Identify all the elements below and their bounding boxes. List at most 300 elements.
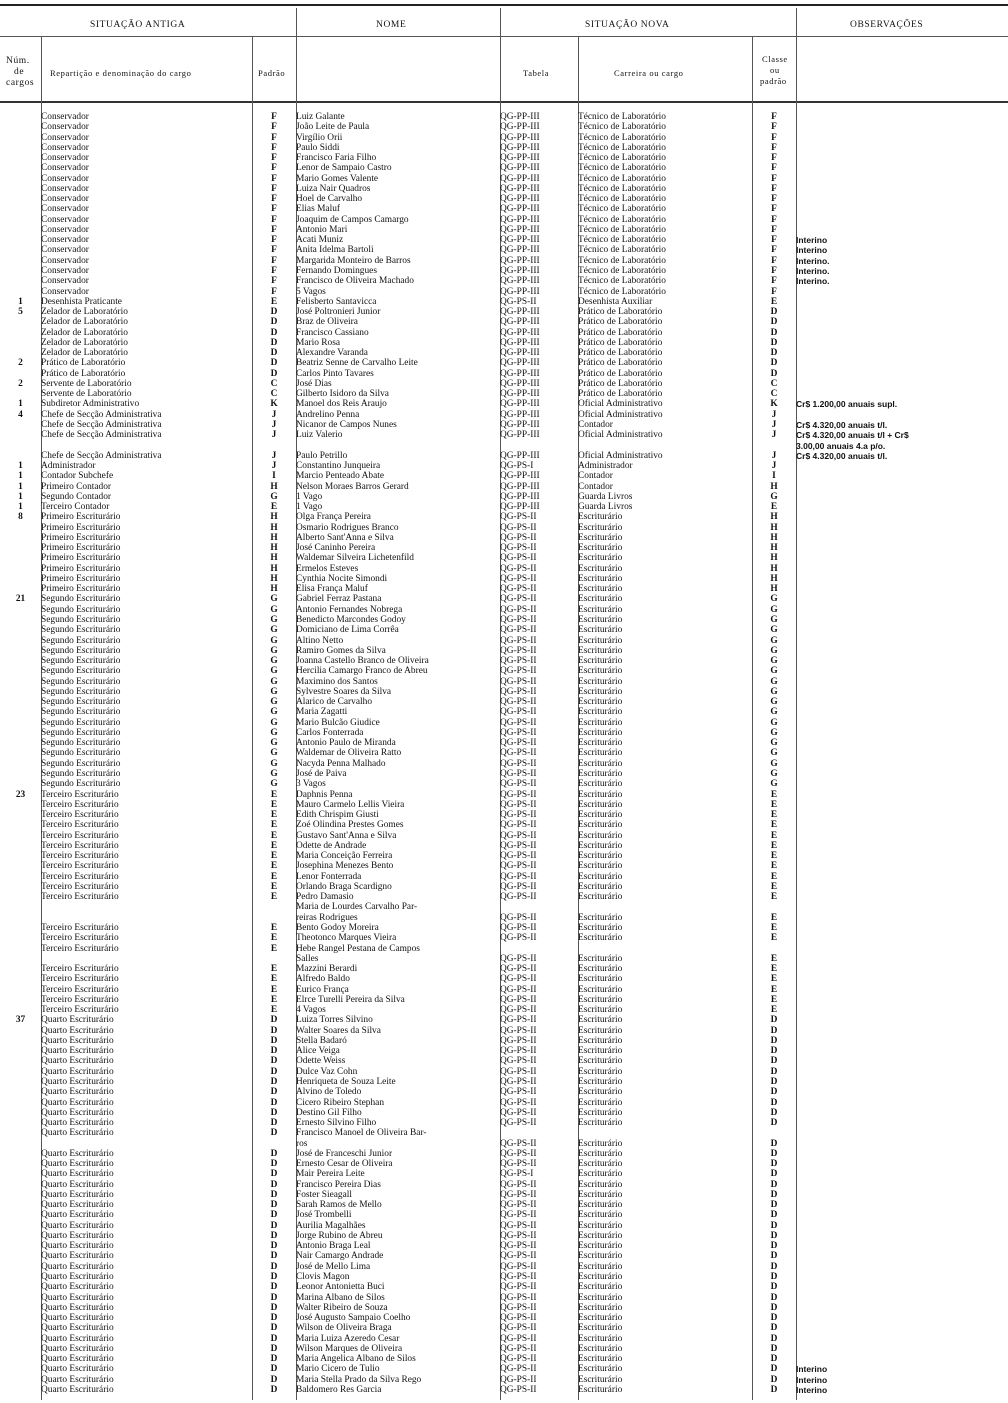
new-career: Escriturário [578, 1035, 623, 1046]
observation [796, 1180, 1000, 1190]
old-grade: D [270, 1333, 278, 1344]
observation [796, 923, 1000, 933]
old-position: Terceiro Escriturário [41, 943, 119, 954]
person-name: ros [296, 1138, 308, 1149]
new-table: QG-PP-III [500, 214, 540, 225]
old-grade: F [271, 132, 277, 143]
table-row [0, 379, 1000, 389]
old-grade: E [270, 830, 278, 841]
old-position: Conservador [41, 153, 89, 164]
new-table: QG-PP-III [500, 173, 540, 184]
person-name: Luiz Galante [296, 112, 345, 122]
old-position: Quarto Escriturário [41, 1169, 114, 1180]
observation [796, 204, 1000, 214]
cargo-count [0, 872, 41, 882]
person-name: Alberto Sant'Anna e Silva [296, 532, 394, 543]
new-career: Escriturário [578, 604, 623, 615]
observation [796, 779, 1000, 789]
new-table: QG-PS-II [500, 912, 537, 923]
person-name: Francisco Manoel de Oliveira Bar- [296, 1128, 427, 1139]
new-career: Escriturário [578, 1292, 623, 1303]
new-class: F [771, 224, 777, 235]
observation [796, 297, 1000, 307]
old-position: Prático de Laboratório [41, 368, 126, 379]
old-grade: J [271, 409, 277, 420]
new-table: QG-PS-II [500, 1364, 537, 1375]
table-row [0, 122, 1000, 132]
cargo-count [0, 923, 41, 933]
old-position: Conservador [41, 214, 89, 225]
new-class: E [770, 789, 778, 800]
new-table: QG-PS-II [500, 1107, 537, 1118]
cargo-count [0, 697, 41, 707]
new-table: QG-PS-II [500, 1343, 537, 1354]
person-name: Hercilia Camargo Franco de Abreu [296, 666, 428, 677]
new-career: Prático de Laboratório [578, 307, 663, 318]
old-position: Segundo Escriturário [41, 604, 121, 615]
new-class: E [770, 881, 778, 892]
person-name: Clovis Magon [296, 1272, 350, 1283]
new-class: E [770, 840, 778, 851]
person-name: Orlando Braga Scardigno [296, 881, 392, 892]
table-header [0, 8, 1008, 103]
new-table: QG-PS-I [500, 461, 534, 472]
person-name: Marina Albano de Silos [296, 1292, 385, 1303]
old-grade: H [270, 563, 278, 574]
new-class: D [770, 1169, 778, 1180]
observation [796, 985, 1000, 995]
old-grade: F [271, 194, 277, 205]
person-name: Waldemar Silveira Lichetenfild [296, 553, 414, 564]
old-grade: K [270, 399, 278, 410]
table-row [0, 1272, 1000, 1282]
new-table: QG-PS-II [500, 861, 537, 872]
cargo-count [0, 225, 41, 235]
old-grade: D [270, 1384, 278, 1395]
new-table: QG-PS-II [500, 1148, 537, 1159]
person-name: Osmario Rodrigues Branco [296, 522, 399, 533]
new-career: Técnico de Laboratório [578, 214, 666, 225]
table-row [0, 636, 1000, 646]
new-career: Escriturário [578, 1241, 623, 1252]
table-row [0, 133, 1000, 143]
new-career: Escriturário [578, 594, 623, 605]
new-career: Escriturário [578, 1076, 623, 1087]
old-grade: D [270, 1046, 278, 1057]
observation [796, 1323, 1000, 1333]
observation [796, 1344, 1000, 1354]
new-table: QG-PS-II [500, 584, 537, 595]
cargo-count [0, 317, 41, 327]
old-position: Conservador [41, 286, 89, 297]
old-position [41, 1139, 252, 1149]
table-row [0, 1026, 1000, 1036]
old-position: Chefe de Secção Administrativa [41, 450, 162, 461]
header-tabela: Tabela [523, 68, 550, 78]
old-grade: H [270, 532, 278, 543]
person-name: Mario Rosa [296, 337, 341, 348]
old-position [41, 954, 252, 964]
observation [796, 143, 1000, 153]
old-position: Terceiro Escriturário [41, 789, 119, 800]
old-grade: E [270, 974, 278, 985]
observation [796, 348, 1000, 358]
cargo-count [0, 605, 41, 615]
person-name: Henriqueta de Souza Leite [296, 1076, 396, 1087]
new-table: QG-PS-II [500, 594, 537, 605]
table-row [0, 1087, 1000, 1097]
old-position: Quarto Escriturário [41, 1087, 114, 1098]
new-career: Escriturário [578, 656, 623, 667]
table-row [0, 1005, 1000, 1015]
person-name: Bento Godoy Moreira [296, 922, 379, 933]
observation [796, 861, 1000, 871]
observation: Interino. [796, 265, 830, 276]
person-name: Olga França Pereira [296, 512, 371, 523]
header-classe-line1: Classe [762, 54, 788, 64]
old-grade: H [270, 522, 278, 533]
new-career: Oficial Administrativo [578, 399, 663, 410]
new-career: Contador [578, 471, 613, 482]
observation [796, 759, 1000, 769]
new-career: Técnico de Laboratório [578, 142, 666, 153]
person-name: Ramiro Gomes da Silva [296, 645, 386, 656]
observation [796, 1293, 1000, 1303]
old-grade: G [270, 615, 278, 626]
cargo-count [0, 944, 41, 954]
observation [796, 533, 1000, 543]
new-class: I [772, 471, 776, 482]
new-career: Escriturário [578, 933, 623, 944]
observation [796, 687, 1000, 697]
new-career: Escriturário [578, 1272, 623, 1283]
cargo-count [0, 820, 41, 830]
new-class: D [770, 1189, 778, 1200]
new-table: QG-PS-II [500, 994, 537, 1005]
person-name: Luiza Nair Quadros [296, 183, 371, 194]
new-table [500, 944, 578, 954]
table-row [0, 759, 1000, 769]
new-table: QG-PS-II [500, 676, 537, 687]
person-name: Gabriel Ferraz Pastana [296, 594, 382, 605]
old-position: Quarto Escriturário [41, 1056, 114, 1067]
new-career: Escriturário [578, 871, 623, 882]
cargo-count [0, 851, 41, 861]
cargo-count [0, 748, 41, 758]
person-name: Ernesto Cesar de Oliveira [296, 1159, 393, 1170]
new-career: Escriturário [578, 779, 623, 790]
person-name: José Caninho Pereira [296, 543, 376, 554]
table-row [0, 1118, 1000, 1128]
table-row [0, 1251, 1000, 1261]
observation [796, 1108, 1000, 1118]
person-name: Sarah Ramos de Mello [296, 1200, 382, 1211]
person-name: Dulce Vaz Cohn [296, 1066, 358, 1077]
new-career: Escriturário [578, 861, 623, 872]
new-table: QG-PP-III [500, 399, 540, 410]
cargo-count [0, 1262, 41, 1272]
new-career: Escriturário [578, 1169, 623, 1180]
person-name: Fernando Domingues [296, 265, 377, 276]
new-career: Oficial Administrativo [578, 450, 663, 461]
new-table: QG-PS-II [500, 881, 537, 892]
old-position: Quarto Escriturário [41, 1230, 114, 1241]
table-row [0, 1036, 1000, 1046]
table-row [0, 1046, 1000, 1056]
person-name: Luiza Torres Silvino [296, 1015, 373, 1026]
new-career: Prático de Laboratório [578, 337, 663, 348]
person-name: José de Mello Lima [296, 1261, 371, 1272]
observation [796, 605, 1000, 615]
old-grade: J [271, 461, 277, 472]
new-table: QG-PS-II [500, 1046, 537, 1057]
new-table: QG-PS-II [500, 532, 537, 543]
old-grade [252, 913, 296, 923]
observation [796, 163, 1000, 173]
new-career: Escriturário [578, 697, 623, 708]
table-row [0, 902, 1000, 912]
old-grade: E [270, 943, 278, 954]
new-career: Prático de Laboratório [578, 378, 663, 389]
old-position: Zelador de Laboratório [41, 307, 128, 318]
new-career: Escriturário [578, 1313, 623, 1324]
new-class: G [770, 604, 778, 615]
old-position: Administrador [41, 461, 96, 472]
old-grade: H [270, 512, 278, 523]
old-grade: D [270, 1230, 278, 1241]
new-class: E [770, 820, 778, 831]
old-position: Zelador de Laboratório [41, 327, 128, 338]
old-position: Segundo Escriturário [41, 738, 121, 749]
old-grade: D [270, 1323, 278, 1334]
new-table: QG-PS-II [500, 892, 537, 903]
old-grade: D [270, 1343, 278, 1354]
observation [796, 677, 1000, 687]
new-career: Prático de Laboratório [578, 348, 663, 359]
observation [796, 1036, 1000, 1046]
old-position: Conservador [41, 112, 89, 122]
person-name: Benedicto Marcondes Godoy [296, 615, 406, 626]
new-career: Escriturário [578, 1097, 623, 1108]
person-name: Carlos Fonterrada [296, 727, 364, 738]
person-name: José Trombelli [296, 1210, 352, 1221]
observation: Cr$ 1.200,00 anuais supl. [796, 399, 898, 410]
person-name: Hoel de Carvalho [296, 194, 363, 205]
new-class: E [770, 1005, 778, 1016]
person-name: Mauro Carmelo Lellis Vieira [296, 799, 405, 810]
cargo-count [0, 1241, 41, 1251]
old-grade [252, 902, 296, 912]
old-grade: F [271, 214, 277, 225]
old-position: Chefe de Secção Administrativa [41, 409, 162, 420]
new-career: Contador [578, 419, 613, 430]
observation [796, 1313, 1000, 1323]
old-grade: E [270, 789, 278, 800]
table-row [0, 256, 1000, 266]
observation: Interino [796, 1384, 828, 1395]
observation [796, 995, 1000, 1005]
table-row [0, 533, 1000, 543]
table-row [0, 790, 1000, 800]
new-class: J [771, 409, 777, 420]
new-class: D [770, 358, 778, 369]
cargo-count [0, 245, 41, 255]
new-table: QG-PS-II [500, 1066, 537, 1077]
old-grade: D [270, 1189, 278, 1200]
old-grade: J [271, 419, 277, 430]
old-position [41, 902, 252, 912]
new-table: QG-PS-II [500, 789, 537, 800]
old-position: Quarto Escriturário [41, 1015, 114, 1026]
new-table: QG-PP-III [500, 163, 540, 174]
new-table: QG-PS-II [500, 769, 537, 779]
old-position: Conservador [41, 132, 89, 143]
observation [796, 379, 1000, 389]
person-name: Braz de Oliveira [296, 317, 358, 328]
new-career [578, 1128, 752, 1138]
new-table: QG-PP-III [500, 245, 540, 256]
person-name: Hebe Rangel Pestana de Campos [296, 943, 420, 954]
cargo-count [0, 656, 41, 666]
table-row [0, 389, 1000, 399]
cargo-count [0, 974, 41, 984]
new-class: G [770, 676, 778, 687]
cargo-count [0, 430, 41, 440]
new-class: H [770, 481, 778, 492]
new-career: Escriturário [578, 1343, 623, 1354]
person-name: Wilson de Oliveira Braga [296, 1323, 392, 1334]
old-position: Conservador [41, 204, 89, 215]
old-grade: D [270, 327, 278, 338]
new-class: C [770, 378, 778, 389]
observation [796, 369, 1000, 379]
cargo-count [0, 533, 41, 543]
new-class: D [770, 1261, 778, 1272]
new-class: D [770, 1200, 778, 1211]
old-position: Terceiro Escriturário [41, 861, 119, 872]
old-grade [252, 1139, 296, 1149]
header-num-line2: de [14, 67, 25, 77]
new-table: QG-PP-III [500, 224, 540, 235]
old-position: Conservador [41, 235, 89, 246]
table-row [0, 358, 1000, 368]
old-grade: D [270, 1354, 278, 1365]
new-table: QG-PP-III [500, 286, 540, 297]
new-table: QG-PS-II [500, 1179, 537, 1190]
cargo-count: 1 [18, 399, 23, 410]
new-class: G [770, 686, 778, 697]
new-table: QG-PS-II [500, 1354, 537, 1365]
new-career: Escriturário [578, 1354, 623, 1365]
table-row [0, 933, 1000, 943]
table-row [0, 1169, 1000, 1179]
new-table: QG-PS-II [500, 645, 537, 656]
new-class: E [770, 892, 778, 903]
new-table: QG-PP-III [500, 389, 540, 400]
person-name: José Poltronieri Junior [296, 307, 381, 318]
person-name: Odette de Andrade [296, 840, 367, 851]
table-row [0, 420, 1000, 430]
person-name: Constantino Junqueira [296, 461, 381, 472]
old-grade: D [270, 1107, 278, 1118]
cargo-count [0, 902, 41, 912]
new-class: D [770, 1343, 778, 1354]
new-table: QG-PS-II [500, 1025, 537, 1036]
new-class: F [771, 245, 777, 256]
new-class: E [770, 502, 778, 513]
cargo-count [0, 348, 41, 358]
person-name: Francisco Faria Filho [296, 153, 377, 164]
new-class: D [770, 1148, 778, 1159]
observation [796, 174, 1000, 184]
table-row [0, 748, 1000, 758]
old-position: Terceiro Escriturário [41, 974, 119, 985]
old-grade: E [270, 1005, 278, 1016]
new-table: QG-PS-II [500, 1302, 537, 1313]
new-table: QG-PP-III [500, 112, 540, 122]
person-name: Maria Stella Prado da Silva Rego [296, 1374, 422, 1385]
new-career: Escriturário [578, 830, 623, 841]
observation [796, 636, 1000, 646]
new-class: H [770, 522, 778, 533]
header-nome: NOME [376, 20, 407, 30]
old-position: Contador Subchefe [41, 471, 114, 482]
observation [796, 1139, 1000, 1149]
person-name: Paulo Petrillo [296, 450, 348, 461]
new-class: D [770, 1333, 778, 1344]
new-class: J [771, 461, 777, 472]
old-position: Conservador [41, 194, 89, 205]
table-row [0, 143, 1000, 153]
old-grade: D [270, 348, 278, 359]
table-row [0, 687, 1000, 697]
old-grade: E [270, 851, 278, 862]
cargo-count [0, 882, 41, 892]
old-position: Chefe de Secção Administrativa [41, 419, 162, 430]
observation [796, 872, 1000, 882]
new-class: F [771, 265, 777, 276]
new-career: Escriturário [578, 1200, 623, 1211]
old-position: Quarto Escriturário [41, 1097, 114, 1108]
new-class: D [770, 1056, 778, 1067]
old-position: Quarto Escriturário [41, 1107, 114, 1118]
observation [796, 964, 1000, 974]
table-row [0, 287, 1000, 297]
cargo-count [0, 1067, 41, 1077]
new-class: D [770, 1097, 778, 1108]
old-grade: D [270, 337, 278, 348]
table-row [0, 1077, 1000, 1087]
new-career: Escriturário [578, 553, 623, 564]
person-name: Baldomero Res Garcia [296, 1384, 382, 1395]
old-position: Terceiro Escriturário [41, 830, 119, 841]
new-class: D [770, 1302, 778, 1313]
old-grade: F [271, 163, 277, 174]
table-row [0, 728, 1000, 738]
table-body [0, 112, 1000, 1395]
new-career: Escriturário [578, 1251, 623, 1262]
new-class: G [770, 615, 778, 626]
cargo-count [0, 420, 41, 430]
cargo-count [0, 615, 41, 625]
new-career: Escriturário [578, 748, 623, 759]
cargo-count: 21 [15, 594, 26, 605]
new-career: Escriturário [578, 810, 623, 821]
observation [796, 543, 1000, 553]
old-grade: F [271, 142, 277, 153]
old-position: Primeiro Escriturário [41, 563, 121, 574]
cargo-count [0, 1180, 41, 1190]
